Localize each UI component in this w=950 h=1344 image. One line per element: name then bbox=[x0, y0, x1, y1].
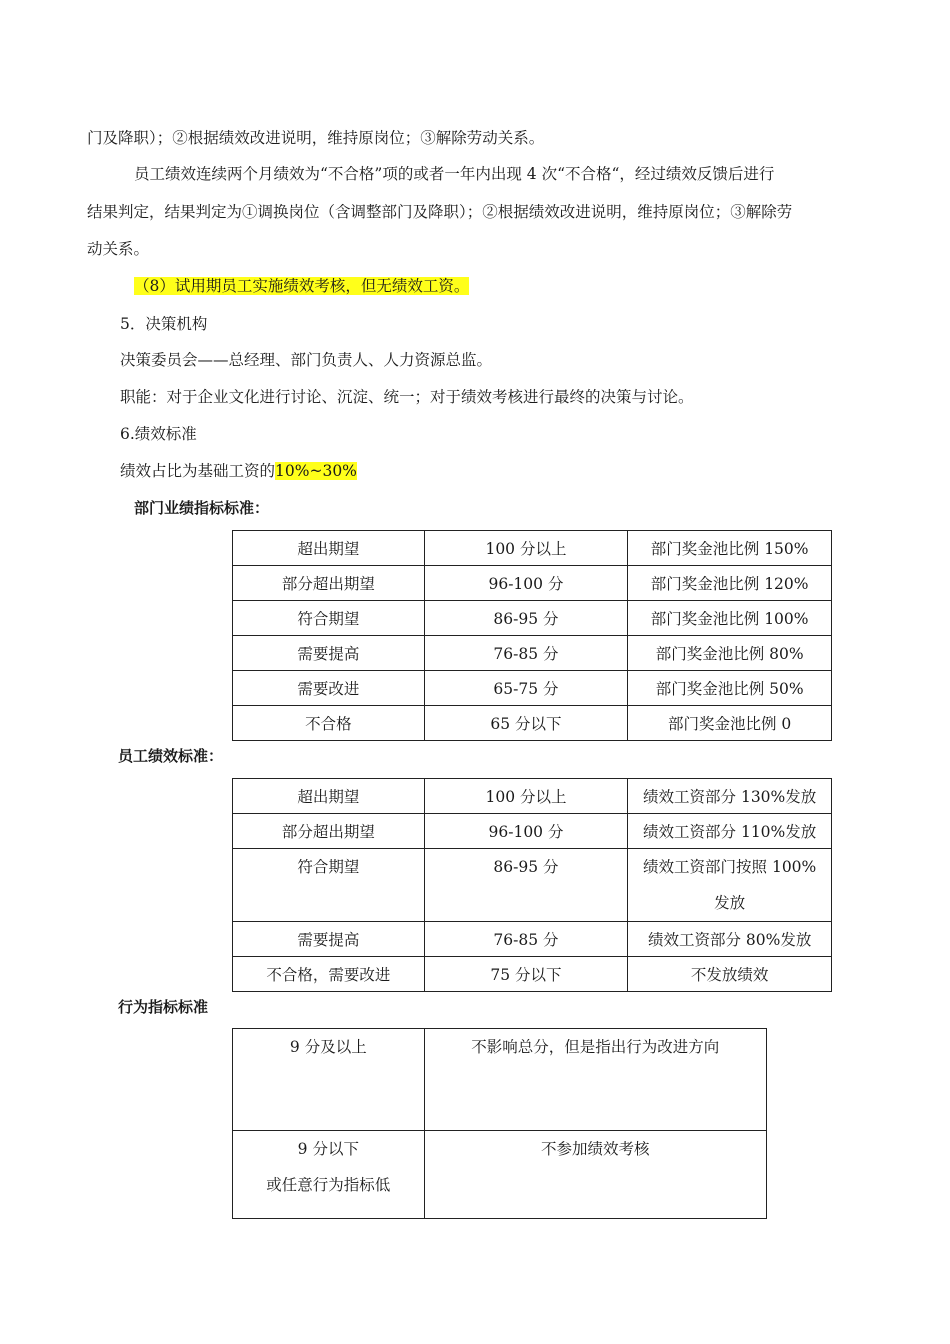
dept-level: 需要提高 bbox=[233, 636, 425, 671]
staff-level: 超出期望 bbox=[233, 779, 425, 814]
table-row bbox=[233, 1131, 767, 1219]
dept-score: 65-75 分 bbox=[424, 671, 628, 706]
paragraph-consecutive-fail-line2: 结果判定，结果判定为①调换岗位（含调整部门及降职）；②根据绩效改进说明，维持原岗位；③解除劳 bbox=[87, 203, 793, 221]
dept-bonus: 部门奖金池比例 100% bbox=[628, 601, 832, 636]
table-row bbox=[233, 566, 832, 601]
highlight-probation: （8）试用期员工实施绩效考核，但无绩效工资。 bbox=[134, 277, 470, 295]
dept-score: 86-95 分 bbox=[424, 601, 628, 636]
table-row bbox=[233, 922, 832, 957]
dept-score: 100 分以上 bbox=[424, 531, 628, 566]
table-row bbox=[233, 814, 832, 849]
staff-payout: 绩效工资部分 110%发放 bbox=[628, 814, 832, 849]
dept-bonus: 部门奖金池比例 80% bbox=[628, 636, 832, 671]
staff-level: 部分超出期望 bbox=[233, 814, 425, 849]
table-row bbox=[233, 779, 832, 814]
staff-payout-line2: 发放 bbox=[714, 894, 746, 912]
dept-standard-table bbox=[232, 530, 832, 741]
ratio-value-highlight: 10%~30% bbox=[275, 462, 357, 480]
section-5-title: 5．决策机构 bbox=[120, 315, 208, 333]
table-row bbox=[233, 671, 832, 706]
dept-level: 不合格 bbox=[233, 706, 425, 741]
staff-level: 不合格，需要改进 bbox=[233, 957, 425, 992]
committee-duty: 职能：对于企业文化进行讨论、沉淀、统一；对于绩效考核进行最终的决策与讨论。 bbox=[120, 388, 694, 406]
table-row bbox=[233, 706, 832, 741]
table-row bbox=[233, 601, 832, 636]
table-row bbox=[233, 636, 832, 671]
table-row bbox=[233, 531, 832, 566]
behavior-effect: 不影响总分，但是指出行为改进方向 bbox=[424, 1029, 766, 1131]
staff-level: 需要提高 bbox=[233, 922, 425, 957]
staff-payout-line1: 绩效工资部门按照 100% bbox=[643, 858, 817, 876]
staff-payout: 不发放绩效 bbox=[628, 957, 832, 992]
behavior-effect: 不参加绩效考核 bbox=[424, 1131, 766, 1219]
staff-table-title: 员工绩效标准： bbox=[118, 747, 224, 765]
staff-payout: 绩效工资部分 80%发放 bbox=[628, 922, 832, 957]
dept-bonus: 部门奖金池比例 50% bbox=[628, 671, 832, 706]
paragraph-consecutive-fail-line1: 员工绩效连续两个月绩效为“不合格”项的或者一年内出现 4 次“不合格“，经过绩效反馈后进行 bbox=[134, 165, 775, 183]
paragraph-demotion-end: 门及降职）；②根据绩效改进说明，维持原岗位；③解除劳动关系。 bbox=[87, 129, 545, 147]
dept-level: 需要改进 bbox=[233, 671, 425, 706]
dept-score: 96-100 分 bbox=[424, 566, 628, 601]
staff-score: 75 分以下 bbox=[424, 957, 628, 992]
staff-score: 86-95 分 bbox=[424, 849, 628, 922]
ratio-prefix: 绩效占比为基础工资的 bbox=[120, 462, 276, 480]
staff-standard-table bbox=[232, 778, 832, 992]
staff-score: 100 分以上 bbox=[424, 779, 628, 814]
staff-payout: 绩效工资部分 130%发放 bbox=[628, 779, 832, 814]
dept-table-title: 部门业绩指标标准： bbox=[134, 499, 270, 517]
committee-members: 决策委员会——总经理、部门负责人、人力资源总监。 bbox=[120, 351, 493, 369]
staff-score: 76-85 分 bbox=[424, 922, 628, 957]
dept-bonus: 部门奖金池比例 150% bbox=[628, 531, 832, 566]
staff-score: 96-100 分 bbox=[424, 814, 628, 849]
dept-bonus: 部门奖金池比例 0 bbox=[628, 706, 832, 741]
performance-ratio bbox=[120, 460, 357, 482]
behavior-score bbox=[233, 1131, 425, 1219]
dept-level: 超出期望 bbox=[233, 531, 425, 566]
staff-payout bbox=[628, 849, 832, 922]
dept-level: 部分超出期望 bbox=[233, 566, 425, 601]
behavior-score: 9 分及以上 bbox=[233, 1029, 425, 1131]
section-6-title: 6.绩效标准 bbox=[120, 425, 197, 443]
dept-bonus: 部门奖金池比例 120% bbox=[628, 566, 832, 601]
paragraph-consecutive-fail-line3: 动关系。 bbox=[87, 240, 150, 258]
dept-level: 符合期望 bbox=[233, 601, 425, 636]
table-row bbox=[233, 849, 832, 922]
dept-score: 76-85 分 bbox=[424, 636, 628, 671]
table-row bbox=[233, 957, 832, 992]
paragraph-probation bbox=[134, 275, 469, 297]
dept-score: 65 分以下 bbox=[424, 706, 628, 741]
behavior-score-line1: 9 分以下 bbox=[297, 1140, 359, 1158]
table-row bbox=[233, 1029, 767, 1131]
behavior-standard-table bbox=[232, 1028, 767, 1219]
staff-level: 符合期望 bbox=[233, 849, 425, 922]
behavior-score-line2: 或任意行为指标低 bbox=[266, 1176, 391, 1194]
behavior-table-title: 行为指标标准 bbox=[118, 998, 209, 1016]
